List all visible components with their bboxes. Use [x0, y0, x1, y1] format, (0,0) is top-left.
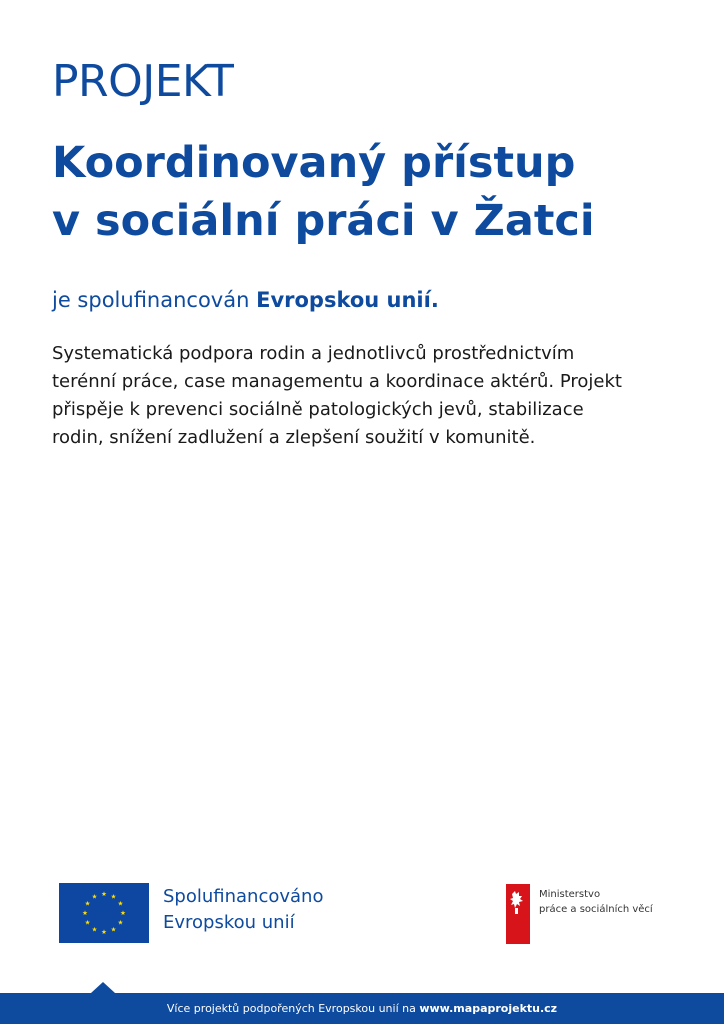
cofinancing-statement [52, 286, 439, 314]
description-line-4: rodin, snížení zadlužení a zlepšení soužití v komunitě. [52, 427, 536, 448]
eu-flag-icon [59, 883, 149, 943]
eu-cofinanced-text [163, 884, 323, 936]
eu-star [92, 894, 97, 899]
eu-star [121, 910, 126, 915]
project-description [52, 340, 692, 452]
eu-star [102, 891, 107, 896]
eu-star [118, 901, 123, 906]
description-line-3: přispěje k prevenci sociálně patologických jevů, stabilizace [52, 399, 584, 420]
eu-star [92, 927, 97, 932]
ministry-emblem-icon [504, 884, 530, 944]
ministry-name [539, 887, 653, 917]
footer-bar [0, 993, 724, 1024]
ministry-name-line-1: Ministerstvo [539, 889, 601, 900]
project-title-line-2: v sociální práci v Žatci [52, 196, 595, 246]
eu-star [85, 901, 90, 906]
project-label: PROJEKT [52, 56, 234, 107]
eu-star [102, 929, 107, 934]
eu-star [83, 910, 88, 915]
description-line-1: Systematická podpora rodin a jednotlivců prostřednictvím [52, 343, 575, 364]
eu-stars [59, 883, 149, 943]
eu-star [118, 920, 123, 925]
footer-text: Více projektů podpořených Evropskou unií na [166, 1002, 420, 1015]
cofinancing-emphasis: Evropskou unií. [256, 288, 439, 312]
eu-star [111, 927, 116, 932]
description-line-2: terénní práce, case managementu a koordinace aktérů. Projekt [52, 371, 622, 392]
ministry-name-line-2: práce a sociálních věcí [539, 904, 653, 915]
project-title-line-1: Koordinovaný přístup [52, 138, 576, 188]
footer-notch [91, 982, 115, 993]
eu-star [111, 894, 116, 899]
project-title [52, 134, 712, 250]
eu-text-line-1: Spolufinancováno [163, 886, 324, 907]
eu-text-line-2: Evropskou unií [163, 912, 295, 933]
footer-link[interactable]: www.mapaprojektu.cz [419, 1002, 558, 1015]
cofinancing-prefix: je spolufinancován [52, 288, 257, 312]
eu-star [85, 920, 90, 925]
